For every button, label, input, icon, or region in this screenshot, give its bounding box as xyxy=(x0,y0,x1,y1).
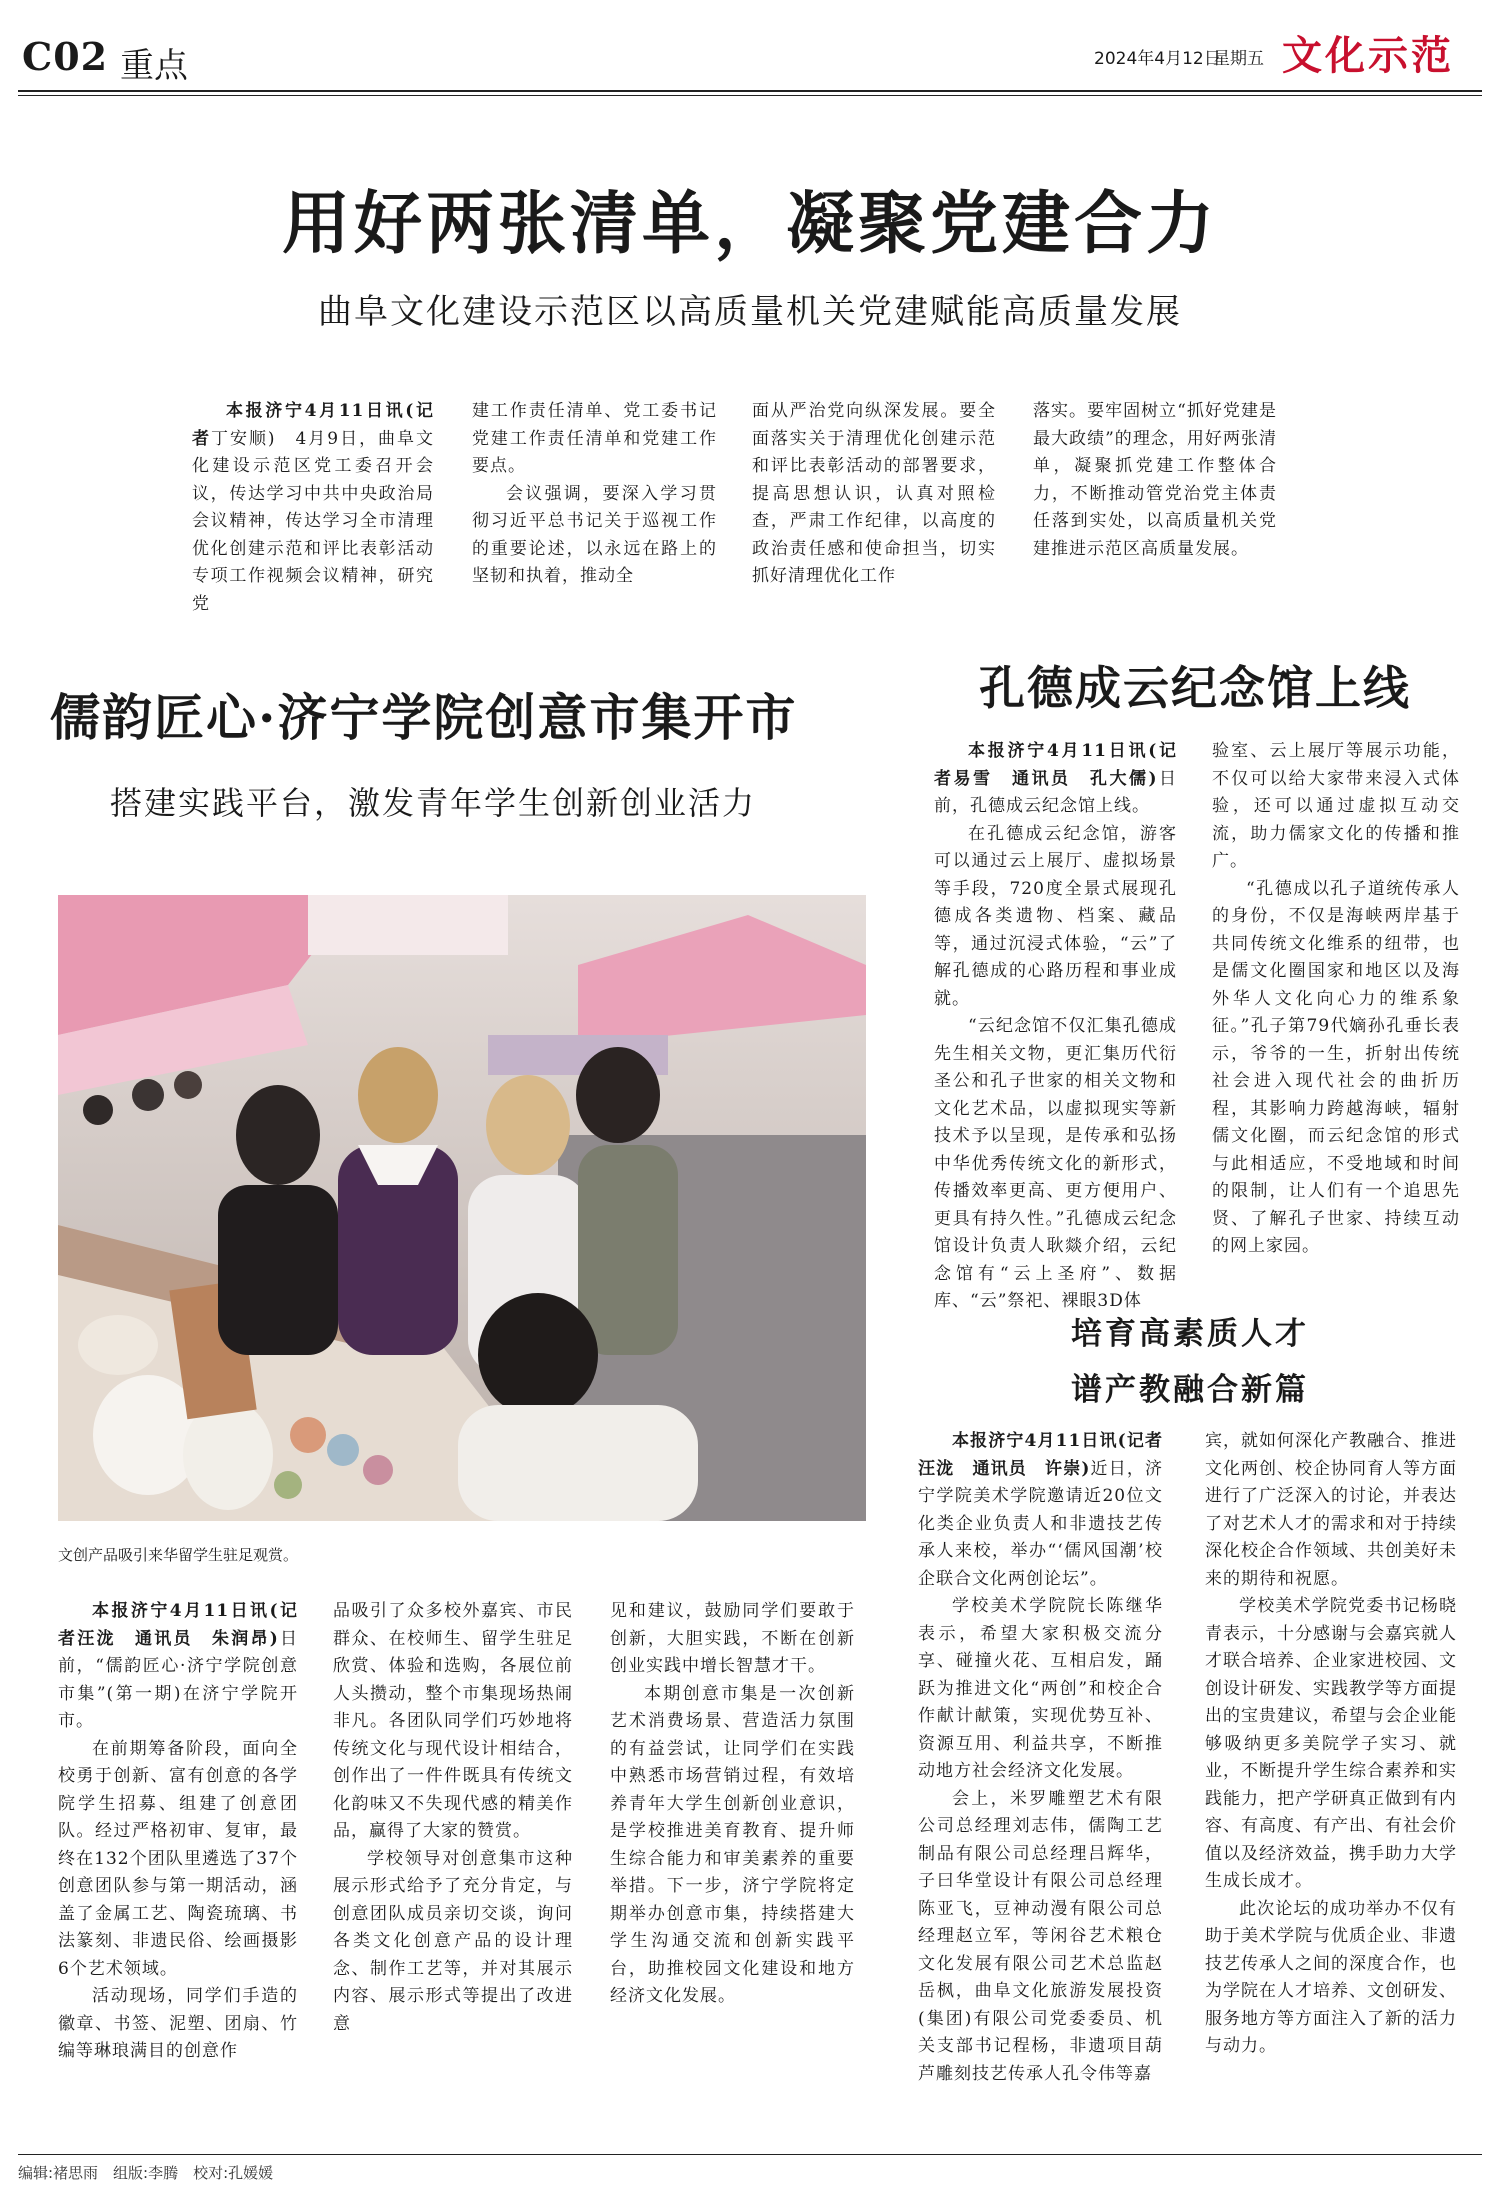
talent-headline xyxy=(900,1306,1480,1418)
market-byline: 本报济宁4月11日讯(记者汪泷 通讯员 朱润昂) xyxy=(58,1601,298,1649)
main-headline: 用好两张清单，凝聚党建合力 xyxy=(281,184,1218,264)
talent-col1-p3: 会上，米罗雕塑艺术有限公司总经理刘志伟，儒陶工艺制品有限公司总经理吕辉华，子曰华堂设计有限公司总经理陈亚飞，豆神动漫有限公司总经理赵立军，等闲谷艺术粮仓文化发展有限公司艺术总监赵岳枫，曲阜文化旅游发展投资(集团)有限公司党委委员、机关支部书记程杨，非遗项目葫芦雕刻技艺传承人孔令伟等嘉 xyxy=(918,1788,1163,2084)
main-article-col-3 xyxy=(752,398,996,591)
kong-col2-p2: “孔德成以孔子道统传承人的身份，不仅是海峡两岸基于共同传统文化维系的纽带，也是儒文化圈国家和地区以及海外华人文化向心力的维系象征。”孔子第79代嫡孙孔垂长表示，爷爷的一生，折射出传统社会进入现代社会的曲折历程，其影响力跨越海峡，辐射儒文化圈，而云纪念馆的形式与此相适应，不受地域和时间的限制，让人们有一个追思先贤、了解孔子世家、持续互动的网上家园。 xyxy=(1212,878,1460,1256)
kong-col-2 xyxy=(1212,738,1460,1261)
market-col3-p2: 本期创意市集是一次创新艺术消费场景、营造活力氛围的有益尝试，让同学们在实践中熟悉市场营销过程，有效培养青年大学生创新创业意识，是学校推进美育教育、提升师生综合能力和审美素养的重要举措。下一步，济宁学院将定期举办创意市集，持续搭建大学生沟通交流和创新实践平台，助推校园文化建设和地方经济文化发展。 xyxy=(610,1683,855,2006)
market-col1-p3: 活动现场，同学们手造的徽章、书签、泥塑、团扇、竹编等琳琅满目的创意作 xyxy=(58,1986,298,2061)
talent-col1-p1: 近日，济宁学院美术学院邀请近20位文化类企业负责人和非遗技艺传承人来校，举办“‘儒风国潮’校企联合文化两创论坛”。 xyxy=(918,1458,1164,1589)
main-col1-text: 丁安顺) 4月9日，曲阜文化建设示范区党工委召开会议，传达学习中共中央政治局会议精神，传达学习全市清理优化创建示范和评比表彰活动专项工作视频会议精神，研究党 xyxy=(192,428,435,614)
publication-date: 2024年4月12日 xyxy=(1094,49,1221,69)
editor-credits: 编辑:褚思雨 组版:李腾 校对:孔媛媛 xyxy=(18,2164,274,2182)
talent-col-2 xyxy=(1205,1428,1457,2061)
section-name: 重点 xyxy=(120,46,188,86)
photo-caption: 文创产品吸引来华留学生驻足观赏。 xyxy=(58,1546,299,1564)
talent-col2-p1: 宾，就如何深化产教融合、推进文化两创、校企协同育人等方面进行了广泛深入的讨论，并表达了对艺术人才的需求和对于持续深化校企合作领域、共创美好未来的期待和祝愿。 xyxy=(1205,1431,1457,1589)
kong-col2-p1: 验室、云上展厅等展示功能，不仅可以给大家带来浸入式体验，还可以通过虚拟互动交流，助力儒家文化的传播和推广。 xyxy=(1212,741,1460,871)
market-col1-p1: 日前，“儒韵匠心·济宁学院创意市集”(第一期)在济宁学院开市。 xyxy=(58,1628,298,1731)
page-code: C02 xyxy=(22,34,109,79)
header-rule xyxy=(18,90,1482,92)
kong-col1-p2: 在孔德成云纪念馆，游客可以通过云上展厅、虚拟场景等手段，720度全景式展现孔德成各类遗物、档案、藏品等，通过沉浸式体验，“云”了解孔德成的心路历程和事业成就。 xyxy=(934,823,1177,1009)
talent-col-1 xyxy=(918,1428,1163,2088)
market-col1-p2: 在前期筹备阶段，面向全校勇于创新、富有创意的各学院学生招募、组建了创意团队。经过严格初审、复审，最终在132个团队里遴选了37个创意团队参与第一期活动，涵盖了金属工艺、陶瓷琉璃、书法篆刻、非遗民俗、绘画摄影6个艺术领域。 xyxy=(58,1738,298,1979)
footer-rule xyxy=(18,2154,1482,2155)
talent-byline: 本报济宁4月11日讯(记者汪泷 通讯员 许崇) xyxy=(918,1431,1163,1479)
main-article-col-1 xyxy=(192,398,434,618)
main-article-col-2 xyxy=(472,398,717,591)
main-col3-text: 面从严治党向纵深发展。要全面落实关于清理优化创建示范和评比表彰活动的部署要求，提高思想认识，认真对照检查，严肃工作纪律，以高度的政治责任感和使命担当，切实抓好清理优化工作 xyxy=(752,401,996,586)
masthead-logo: 文化示范 xyxy=(1282,33,1454,79)
market-subheadline: 搭建实践平台，激发青年学生创新创业活力 xyxy=(110,784,757,822)
main-subheadline: 曲阜文化建设示范区以高质量机关党建赋能高质量发展 xyxy=(318,292,1182,332)
talent-col2-p3: 此次论坛的成功举办不仅有助于美术学院与优质企业、非遗技艺传承人之间的深度合作，也为学院在人才培养、文创研发、服务地方等方面注入了新的活力与动力。 xyxy=(1205,1898,1457,2056)
market-col-3 xyxy=(610,1598,855,2011)
talent-headline-line-2: 谱产教融合新篇 xyxy=(1071,1372,1309,1408)
market-photo xyxy=(58,895,866,1521)
talent-col2-p2: 学校美术学院党委书记杨晓青表示，十分感谢与会嘉宾就人才联合培养、企业家进校园、文创设计研发、实践教学等方面提出的宝贵建议，希望与会企业能够吸纳更多美院学子实习、就业，不断提升学生综合素养和实践能力，把产学研真正做到有内容、有高度、有产出、有社会价值以及经济效益，携手助力大学生成长成才。 xyxy=(1205,1596,1457,1891)
market-col3-p1: 见和建议，鼓励同学们要敢于创新，大胆实践，不断在创新创业实践中增长智慧才干。 xyxy=(610,1601,855,1676)
market-col-2 xyxy=(333,1598,573,2038)
photo-illustration xyxy=(58,895,866,1521)
header-rule-thin xyxy=(18,95,1482,96)
market-col2-p2: 学校领导对创意集市这种展示形式给予了充分肯定，与创意团队成员亲切交谈，询问各类文化创意产品的设计理念、制作工艺等，并对其展示内容、展示形式等提出了改进意 xyxy=(333,1848,573,2034)
market-col-1 xyxy=(58,1598,298,2066)
main-col2-p2: 会议强调，要深入学习贯彻习近平总书记关于巡视工作的重要论述，以永远在路上的坚韧和执着，推动全 xyxy=(472,483,717,586)
talent-headline-line-1: 培育高素质人才 xyxy=(1071,1316,1309,1352)
main-article-col-4 xyxy=(1033,398,1277,563)
main-col4-text: 落实。要牢固树立“抓好党建是最大政绩”的理念，用好两张清单，凝聚抓党建工作整体合力，不断推动管党治党主体责任落到实处，以高质量机关党建推进示范区高质量发展。 xyxy=(1033,401,1277,559)
kong-col1-p3: “云纪念馆不仅汇集孔德成先生相关文物，更汇集历代衍圣公和孔子世家的相关文物和文化艺术品，以虚拟现实等新技术予以呈现，是传承和弘扬中华优秀传统文化的新形式，传播效率更高、更方便用户、更具有持久性。”孔德成云纪念馆设计负责人耿燚介绍，云纪念馆有“云上圣府”、数据库、“云”祭祀、裸眼3D体 xyxy=(934,1016,1177,1311)
kong-headline: 孔德成云纪念馆上线 xyxy=(979,661,1411,715)
weekday: 星期五 xyxy=(1213,49,1264,69)
kong-col-1 xyxy=(934,738,1177,1316)
kong-byline: 本报济宁4月11日讯(记者易雪 通讯员 孔大儒) xyxy=(934,741,1177,789)
kong-col1-p1: 日前，孔德成云纪念馆上线。 xyxy=(934,768,1177,816)
talent-col1-p2: 学校美术学院院长陈继华表示，希望大家积极交流分享、碰撞火花、互相启发，踊跃为推进文化“两创”和校企合作献计献策，实现优势互补、资源互用、利益共享，不断推动地方社会经济文化发展。 xyxy=(918,1596,1163,1781)
main-col2-p1: 建工作责任清单、党工委书记党建工作责任清单和党建工作要点。 xyxy=(472,401,717,476)
main-byline: 本报济宁4月11日讯(记者 xyxy=(192,401,434,449)
market-headline: 儒韵匠心·济宁学院创意市集开市 xyxy=(50,688,798,747)
market-col2-p1: 品吸引了众多校外嘉宾、市民群众、在校师生、留学生驻足欣赏、体验和选购，各展位前人头攒动，整个市集现场热闹非凡。各团队同学们巧妙地将传统文化与现代设计相结合，创作出了一件件既具有传统文化韵味又不失现代感的精美作品，赢得了大家的赞赏。 xyxy=(333,1601,573,1841)
